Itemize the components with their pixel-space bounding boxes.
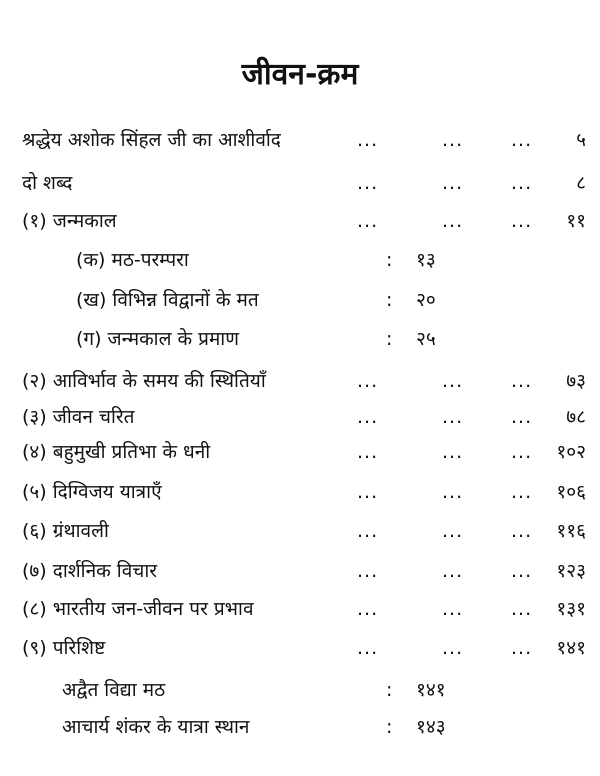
toc-entry [0, 402, 600, 432]
leader-dots: ... [511, 598, 533, 620]
toc-entry [0, 594, 600, 624]
toc-subentry [0, 675, 600, 705]
toc-subentry [0, 245, 600, 275]
toc-entry [0, 437, 600, 467]
entry-page: ११६ [556, 520, 586, 542]
entry-label: (७) दार्शनिक विचार [22, 560, 158, 582]
leader-dots: ... [511, 481, 533, 503]
entry-label: (६) ग्रंथावली [22, 520, 109, 542]
entry-label: श्रद्धेय अशोक सिंहल जी का आशीर्वाद [22, 129, 281, 151]
entry-page: १०२ [556, 441, 586, 463]
subentry-page: १३ [416, 249, 436, 271]
toc-entry [0, 633, 600, 663]
toc-entry [0, 477, 600, 507]
leader-dots: ... [511, 406, 533, 428]
leader-dots: ... [442, 441, 464, 463]
toc-entry [0, 556, 600, 586]
toc-entry [0, 168, 600, 198]
colon-separator: : [386, 716, 393, 738]
leader-dots: ... [357, 637, 379, 659]
entry-page: १२३ [556, 560, 586, 582]
leader-dots: ... [511, 210, 533, 232]
toc-entry [0, 366, 600, 396]
entry-page: ५ [576, 129, 586, 151]
subentry-page: १४३ [416, 716, 446, 738]
leader-dots: ... [511, 637, 533, 659]
leader-dots: ... [357, 406, 379, 428]
colon-separator: : [386, 328, 393, 350]
leader-dots: ... [442, 520, 464, 542]
leader-dots: ... [442, 129, 464, 151]
leader-dots: ... [357, 172, 379, 194]
leader-dots: ... [442, 598, 464, 620]
toc-entry [0, 516, 600, 546]
entry-label: (१) जन्मकाल [22, 210, 117, 232]
subentry-label: (ग) जन्मकाल के प्रमाण [76, 328, 239, 350]
entry-page: ७८ [566, 406, 586, 428]
toc-subentry [0, 712, 600, 742]
colon-separator: : [386, 679, 393, 701]
subentry-page: १४१ [416, 679, 446, 701]
leader-dots: ... [442, 172, 464, 194]
subentry-label: आचार्य शंकर के यात्रा स्थान [62, 716, 250, 738]
entry-label: दो शब्द [22, 172, 73, 194]
leader-dots: ... [357, 520, 379, 542]
leader-dots: ... [357, 560, 379, 582]
leader-dots: ... [442, 370, 464, 392]
subentry-label: अद्वैत विद्या मठ [62, 679, 166, 701]
leader-dots: ... [511, 172, 533, 194]
entry-page: १३१ [556, 598, 586, 620]
leader-dots: ... [511, 441, 533, 463]
entry-page: ८ [576, 172, 586, 194]
entry-label: (४) बहुमुखी प्रतिभा के धनी [22, 441, 211, 463]
leader-dots: ... [442, 406, 464, 428]
leader-dots: ... [357, 598, 379, 620]
toc-entry [0, 125, 600, 155]
entry-page: ११ [566, 210, 586, 232]
entry-page: १४१ [556, 637, 586, 659]
leader-dots: ... [442, 637, 464, 659]
leader-dots: ... [357, 481, 379, 503]
colon-separator: : [386, 249, 393, 271]
entry-label: (८) भारतीय जन-जीवन पर प्रभाव [22, 598, 254, 620]
entry-label: (९) परिशिष्ट [22, 637, 106, 659]
subentry-page: २५ [416, 328, 436, 350]
subentry-label: (क) मठ-परम्परा [76, 249, 189, 271]
subentry-page: २० [416, 289, 436, 311]
toc-entry [0, 206, 600, 236]
page-title: जीवन-क्रम [241, 57, 359, 92]
leader-dots: ... [357, 129, 379, 151]
leader-dots: ... [442, 560, 464, 582]
leader-dots: ... [442, 210, 464, 232]
leader-dots: ... [511, 520, 533, 542]
subentry-label: (ख) विभिन्न विद्वानों के मत [76, 289, 259, 311]
entry-label: (२) आविर्भाव के समय की स्थितियाँ [22, 370, 266, 392]
leader-dots: ... [511, 129, 533, 151]
entry-label: (५) दिग्विजय यात्राएँ [22, 481, 162, 503]
toc-subentry [0, 324, 600, 354]
toc-subentry [0, 285, 600, 315]
entry-label: (३) जीवन चरित [22, 406, 135, 428]
entry-page: ७३ [566, 370, 586, 392]
colon-separator: : [386, 289, 393, 311]
leader-dots: ... [511, 370, 533, 392]
leader-dots: ... [357, 370, 379, 392]
leader-dots: ... [511, 560, 533, 582]
leader-dots: ... [357, 210, 379, 232]
leader-dots: ... [357, 441, 379, 463]
entry-page: १०६ [556, 481, 586, 503]
leader-dots: ... [442, 481, 464, 503]
